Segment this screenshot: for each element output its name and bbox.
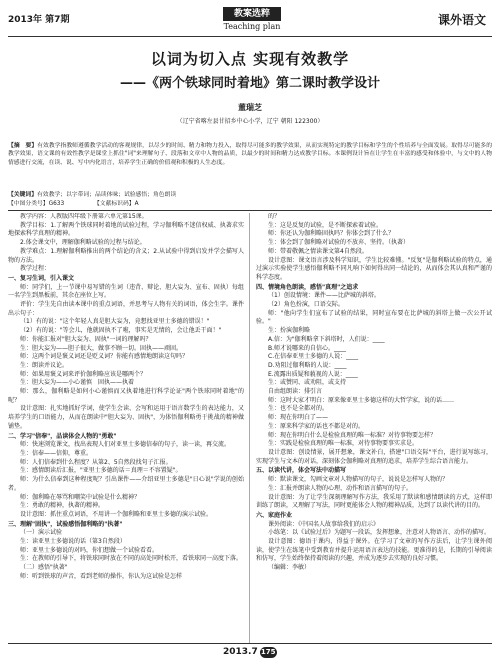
section-heading: 五、以读代讲，体会写法中动描写 <box>256 467 347 475</box>
body-paragraph: （1）创设情境：课件——比萨城的斜塔。 <box>268 292 380 300</box>
body-paragraph: 生：感情朗读后汇报，"亚里士多德的话＝真理＝不容置疑"。 <box>20 467 182 475</box>
left-column <box>8 213 244 645</box>
section-heading: 六、家庭作业 <box>256 511 293 519</box>
body-paragraph: 生：原来科学家的话也不都是对的。 <box>268 422 365 430</box>
body-paragraph: 设计意图：课文语言涉及科学知识，学生比较难懂。"反复"是伽利略试验的特点，通过演示实验使学生感悟伽利略不同凡响下如何得出同一结论的，从而体会其认真和严谨的科学态度。 <box>256 256 492 281</box>
body-paragraph: 生：读亚里士多德说的话（第3自然段） <box>20 538 126 546</box>
body-paragraph: （二）感悟"执著" <box>20 564 68 572</box>
column-divider <box>249 213 250 643</box>
body-paragraph: 课外阅读：《中国名人故事给我们的启示》 <box>268 520 380 528</box>
keywords-text: 有效教学；以字带词；品读体味；试验感悟；角色朗读 <box>37 192 177 198</box>
body-paragraph: 教学过程： <box>20 265 51 273</box>
body-paragraph: 师：这两个词是褒义词还是贬义词？你能有感情地朗读这句吗？ <box>20 353 189 361</box>
abstract <box>8 142 492 167</box>
body-paragraph: 小练笔：以《试验过后》为题写一段话，发挥想象，注意对人物语言、动作的描写。 <box>268 529 491 537</box>
body-paragraph: 师：这时大家才明白：原来像亚里士多德这样的大哲学家，说的话…… <box>268 396 455 404</box>
section-heading: 三、理解"固执"，试验感悟伽利略的"执著" <box>8 520 123 528</box>
body-paragraph: 生：体会到了伽利略对试验的不放弃、坚持。（执著） <box>268 239 410 247</box>
body-paragraph: 生：汇报并朗读人物的心理、动作和语言描写的句子。 <box>268 484 413 492</box>
column-subtitle: Teaching plan <box>223 22 281 31</box>
body-paragraph: 师：带着敬佩之情读课文第4自然段。 <box>268 247 368 255</box>
body-paragraph: 师：你能汇报对"胆大妄为、固执"一词的理解吗？ <box>20 335 152 343</box>
body-paragraph: 师：同学们，上一节课中易写错的生词（违背、辩论、胆大妄为、宣布、固执）每组一名学生到黑板前，其余在座位上写。 <box>8 283 244 300</box>
body-paragraph: 师：现在你明白什么是检验真理的唯一标准？对待事物要怎样？ <box>268 431 437 439</box>
body-paragraph: 师：伽利略在辱骂和嘲笑中试验是什么精神？ <box>20 493 141 501</box>
article-title: 以词为切入点 实现有效教学 <box>150 50 350 68</box>
header-divider <box>8 36 492 37</box>
body-paragraph: 设计意图：为了让学生深刻理解写作方法，我采用了默读和感情朗读的方式，这样即训练了朗读，又理解了写法，同时更能体会人物的精神品质，达到了以读代讲的目的。 <box>256 493 492 510</box>
body-paragraph: 师：为什么信奉到这种程度呢？引出课件——介绍亚里士多德是"日心说"学说的创始者。 <box>8 476 244 492</box>
body-paragraph: 生：胆大妄为——小心谨慎 固执——执着 <box>20 379 135 387</box>
body-paragraph: （编辑：李敏） <box>268 564 311 572</box>
page-number-badge: 175 <box>260 648 276 656</box>
body-paragraph: 教学难点：1.理解伽利略推出的两个结论的含义；2.从试验中得到启发并学会描写人物的方法。 <box>8 247 244 264</box>
body-paragraph: C.在信奉亚里士多德的人说：____ <box>268 353 359 361</box>
body-paragraph: 教学内容：人教版四年级下册第六单元第15课。 <box>20 213 148 220</box>
issue-label: 2013年 第7期 <box>8 15 70 25</box>
body-paragraph: 师：人们信奉到什么程度？从第2、5自然段找句子汇报。 <box>20 458 172 466</box>
keywords <box>8 191 492 199</box>
body-paragraph: 自由组朗读：排引言 <box>268 388 323 396</box>
body-paragraph: 生：也不是全都对的。 <box>268 405 329 413</box>
body-paragraph: 生：扮演伽利略 <box>268 327 311 335</box>
section-heading: 二、学习"信奉"，品读体会人物的"勇敢" <box>8 432 117 440</box>
abstract-tag: 【摘 要】 <box>8 143 38 149</box>
clc-number: 【中图分类号】G633 <box>8 201 65 207</box>
body-paragraph: 设计意图：创设情景，展开想象，课文补白，搭建"口语交际"平台，进行说写练习，实现学生与文本的对话，深刻体会伽利略对真理的追求，培养学生综合语言能力。 <box>256 448 492 465</box>
body-divider <box>8 210 492 211</box>
journal-name: 课外语文 <box>437 13 486 27</box>
body-paragraph: 教学目标：1.了解两个铁球同时着地的试验过程，学习伽利略不迷信权威、执著求实地探索科学真理的精神。 <box>8 221 244 238</box>
body-paragraph: 师：现在你明白了—— <box>268 414 329 422</box>
body-paragraph: 师：那么，伽利略是如何小心谨慎而又执着地进行科学论证"两个铁球同时着地"的呢？ <box>8 388 244 404</box>
abstract-text: 有效教学指教师遵循教学活动的客观规律，以尽少的时间、精力和物力投入，取得尽可能多的教学效果，从而实现特定的教学目标和学生的个性培养与全面发展。取得尽可能多的教学效果，语文课的有效性教学是课堂上抓住"词"来理解句子、段落和文章中人物的品质，以最少的时间和精力达成教学目标。本课例设计旨在让学生在丰富的感受和体验中，与文中的人物情感进行交流，在读、说、写中内化语言，培养学生正确的价值观和积极的人生态度。 <box>8 143 492 166</box>
body-paragraph: 设计意图：德语于课内，得益于课外。在学习了文章的写作方法后，让学生课外阅读，使学生在练笔中受到教育并提升运用语言表达的技能。更准得的是，长期的引导阅读和仿写，学生始终保持着阅读的兴趣，并成为逐步去实现的良好习惯。 <box>256 538 492 563</box>
body-paragraph: 师：默读课文，勾画文章对人物描写的句子，说说是怎样写人物的？ <box>268 476 449 484</box>
classification-line <box>8 200 492 208</box>
body-paragraph: 生：实践是检验真理的唯一标准，对待事物要事实求是。 <box>268 440 419 448</box>
body-paragraph: 生：朗读并议论。 <box>20 361 69 369</box>
keywords-tag: 【关键词】 <box>8 192 37 198</box>
author-affiliation: （辽宁省喀左县甘招乡中心小学，辽宁 朝阳 122300） <box>176 118 324 125</box>
page-date: 2013.7 <box>223 647 258 657</box>
body-paragraph: （2）角色扮演，口语交际。 <box>268 301 344 309</box>
body-paragraph: 师：快速浏览课文，找出表现人们对亚里士多德信奉的句子，读一读，再交流。 <box>20 441 231 449</box>
body-paragraph: 生：信奉——信仰，尊重。 <box>20 449 93 457</box>
right-column <box>256 213 492 645</box>
column-badge: 教案选粹 <box>223 7 281 21</box>
section-heading: 四、情境角色朗读，感悟"真理"之追求 <box>256 283 359 291</box>
body-paragraph: 设计意图：扎实地抓好学词，使学生会读、会写和运用于语言数学生的表达能力，又培养学生的口语能力，从而在朗读中"胆大妄为、固执"，为体悟伽利略勇于挑战的精神做铺垫。 <box>8 405 244 430</box>
body-paragraph: B.师才说哪来的自信心。____ <box>268 344 347 352</box>
author-name: 董瑞芝 <box>238 103 262 112</box>
body-paragraph: 师：亚里士多德说的对吗，你们想做一个试验看看。 <box>20 546 159 554</box>
body-paragraph: A.信：为"伽利略拿下斜塔时，人们说：____ <box>268 335 385 343</box>
body-paragraph: 的？ <box>268 213 281 220</box>
body-paragraph: 生：胆大妄为——胆子很大，做事不顾一切。固执——顽固。 <box>20 344 183 352</box>
body-paragraph: 2.体会课文中，理解伽利略试验的过程与结论。 <box>20 239 146 247</box>
body-paragraph: 师："他向学生们宣布了试验的结果，同时宣布要在比萨城的斜塔上做一次公开试验。" <box>256 309 492 326</box>
body-paragraph: 生：在教师的引导下，将铁球同时放在不同的高处同时松开，看铁球同一高度下落。 <box>20 555 243 563</box>
article-subtitle: ——《两个铁球同时着地》第二课时教学设计 <box>119 76 380 91</box>
body-paragraph: 师：听到铁球的声音，看到老师的操作，你认为这试验是怎样 <box>20 572 183 580</box>
page-footer <box>0 644 500 664</box>
body-paragraph: 生：这是反复的试验，是不断探索着试验。 <box>268 221 383 229</box>
body-paragraph: D.劝阻过伽利略的人说：____ <box>268 361 347 369</box>
body-paragraph: （1）有的说："这个年轻人真是胆大妄为，竟想找亚里士多德的错误！" <box>20 318 210 326</box>
body-paragraph: 评价：学生先自由读本课中的重点词语，并思考与人物有关的词语，体会生字。课件出示句子： <box>8 301 244 317</box>
body-paragraph: 设计意图：抓住重点词语，不用讲一个伽利略和亚里士多德的演示试验。 <box>20 510 213 518</box>
section-heading: 一、复习生词，引入课文 <box>8 274 75 282</box>
body-paragraph: 师：你还认为伽利略固执吗？你体会到了什么？ <box>268 230 395 238</box>
body-paragraph: 生：勇敢的精神，执著的精神。 <box>20 502 105 510</box>
doc-code: 【文献标识码】A <box>93 201 139 207</box>
body-paragraph: E.流露出质疑和藐视的人说：____ <box>268 370 358 378</box>
body-paragraph: （一）演示试验 <box>20 529 63 537</box>
body-paragraph: 生：或赞同、或劝阻，或支持 <box>268 379 347 387</box>
body-paragraph: （2）有的说："等会儿，他就固执不了啦，事实是无情的，会让他丢干面！" <box>20 327 222 335</box>
page-number <box>223 647 277 658</box>
body-paragraph: 师：如果用褒义词来评价伽利略应该是哪两个？ <box>20 370 147 378</box>
